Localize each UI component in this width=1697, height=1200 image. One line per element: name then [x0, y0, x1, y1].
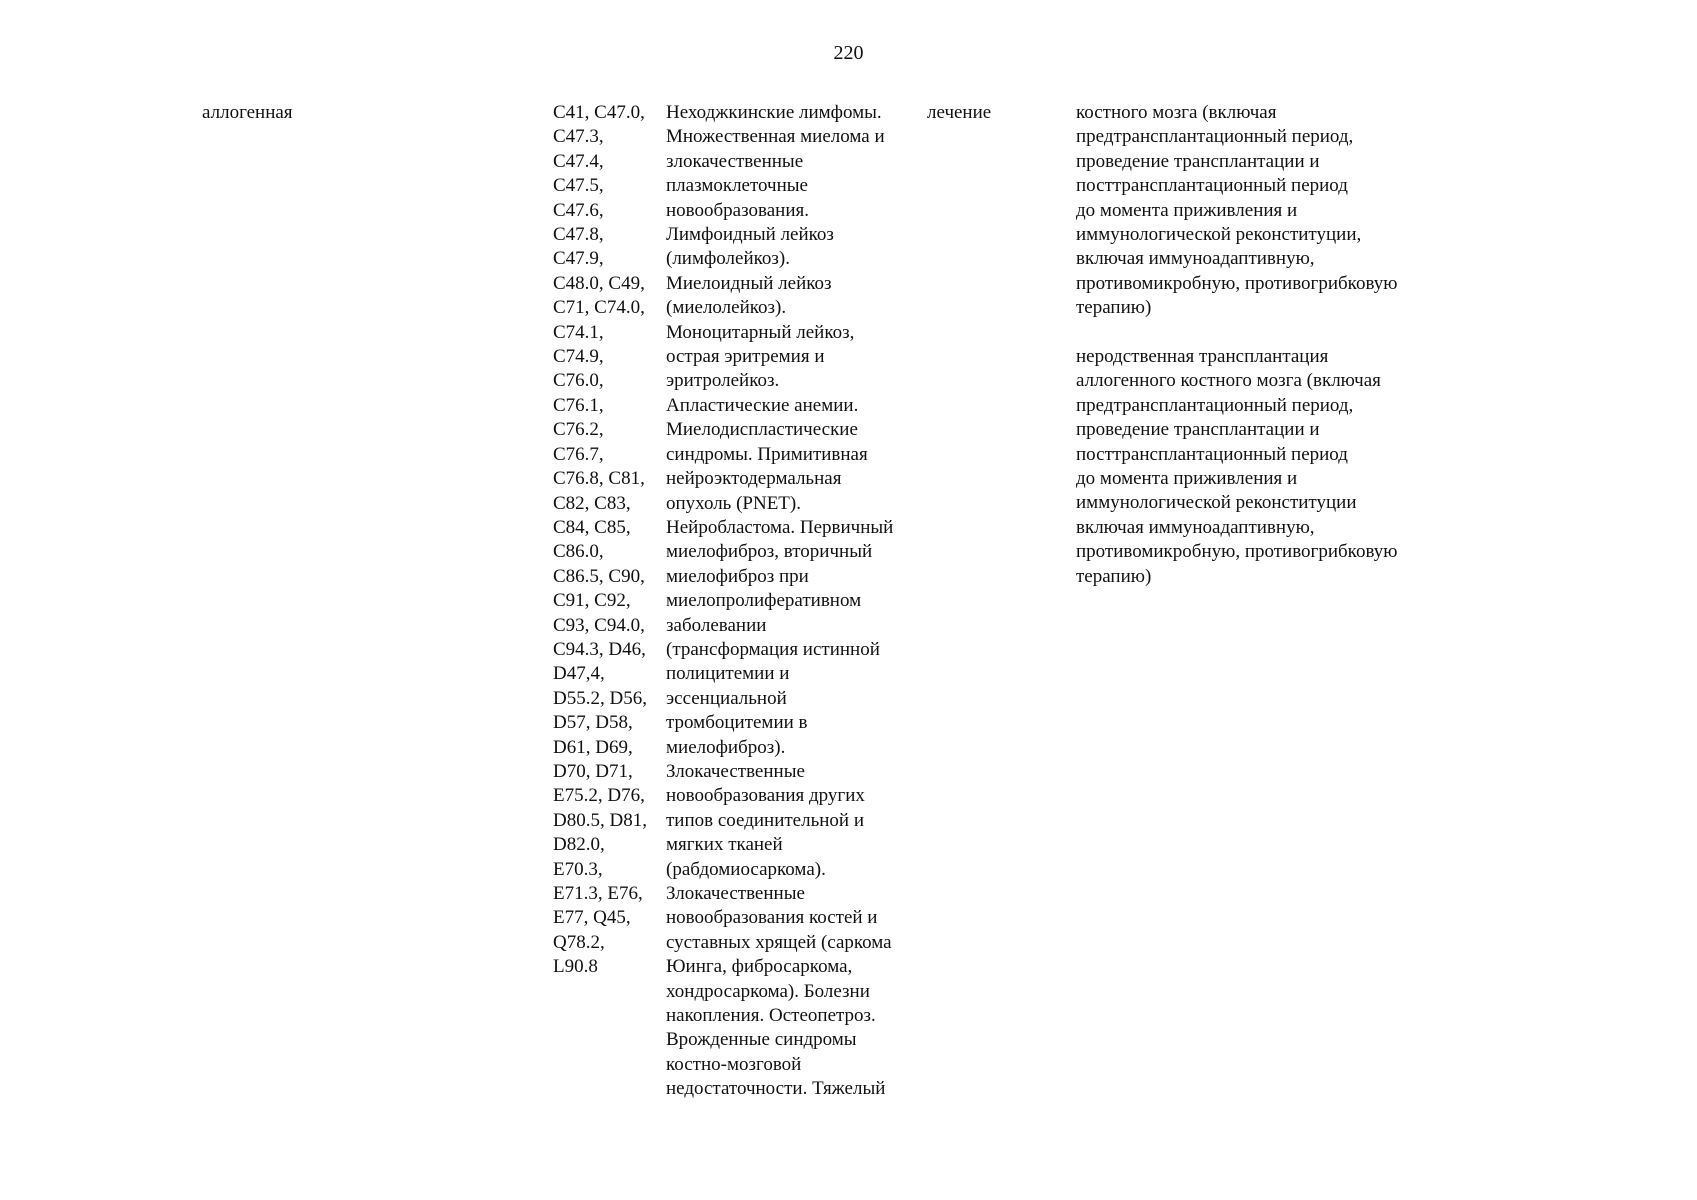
diagnosis-line: опухоль (PNET).: [666, 492, 801, 514]
treatment-method-line: иммунологической реконституции: [1076, 492, 1357, 514]
diagnosis-line: типов соединительной и: [666, 809, 865, 831]
diagnosis-line: Злокачественные: [666, 883, 805, 904]
icd-code-line: C84, C85,: [553, 516, 631, 538]
block-spacer: [1076, 321, 1397, 345]
treatment-method-line: проведение трансплантации и: [1076, 419, 1320, 441]
icd-code-line: C48.0, C49,: [553, 272, 645, 294]
diagnosis-line: (миелолейкоз).: [666, 297, 787, 319]
icd-code-line: E77, Q45,: [553, 907, 631, 929]
icd-code-line: C74.9,: [553, 346, 604, 368]
treatment-method-line: костного мозга (включая: [1076, 102, 1277, 123]
diagnosis-line: Апластические анемии.: [666, 394, 859, 416]
diagnosis-line: Врожденные синдромы: [666, 1029, 857, 1051]
icd-code-line: C47.5,: [553, 175, 604, 197]
treatment-method-line: включая иммуноадаптивную,: [1076, 248, 1315, 270]
treatment-method-line: предтрансплантационный период,: [1076, 394, 1354, 416]
treatment-method-column: [1076, 101, 1397, 589]
diagnosis-line: Юинга, фибросаркома,: [666, 956, 853, 978]
page-number: 220: [833, 42, 864, 64]
diagnosis-line: плазмоклеточные: [666, 175, 808, 197]
diagnosis-line: острая эритремия и: [666, 346, 825, 368]
icd-code-line: D61, D69,: [553, 736, 633, 758]
method-name: аллогенная: [202, 102, 293, 123]
diagnosis-line: Злокачественные: [666, 760, 805, 782]
diagnosis-line: Моноцитарный лейкоз,: [666, 321, 855, 343]
icd-code-line: C47.8,: [553, 224, 604, 246]
icd-codes-column: [553, 101, 647, 980]
icd-code-line: C82, C83,: [553, 492, 631, 514]
icd-code-line: C76.7,: [553, 443, 604, 465]
treatment-method-line: иммунологической реконституции,: [1076, 224, 1362, 246]
diagnosis-line: Множественная миелома и: [666, 126, 885, 148]
diagnosis-line: мягких тканей: [666, 834, 783, 856]
treatment-method-line: противомикробную, противогрибковую: [1076, 541, 1398, 563]
diagnosis-line: заболевании: [666, 614, 767, 636]
icd-code-line: C93, C94.0,: [553, 614, 645, 636]
treatment-method-line: до момента приживления и: [1076, 468, 1298, 490]
treatment-method-line: противомикробную, противогрибковую: [1076, 272, 1398, 294]
diagnosis-line: (лимфолейкоз).: [666, 248, 790, 270]
icd-code-line: C47.9,: [553, 248, 604, 270]
treatment-method-line: включая иммуноадаптивную,: [1076, 516, 1315, 538]
diagnosis-line: новообразования других: [666, 785, 865, 807]
icd-code-line: C47.6,: [553, 199, 604, 221]
treatment-method-line: терапию): [1076, 565, 1152, 587]
diagnosis-line: синдромы. Примитивная: [666, 443, 868, 465]
diagnosis-line: накопления. Остеопетроз.: [666, 1005, 876, 1027]
icd-code-line: C47.3,: [553, 126, 604, 148]
icd-code-line: D82.0,: [553, 834, 605, 856]
diagnosis-column: [666, 101, 893, 1102]
icd-code-line: C41, C47.0,: [553, 102, 645, 123]
diagnosis-line: Лимфоидный лейкоз: [666, 224, 834, 246]
diagnosis-line: эритролейкоз.: [666, 370, 780, 392]
icd-code-line: C94.3, D46,: [553, 638, 646, 660]
icd-code-line: D55.2, D56,: [553, 687, 647, 709]
diagnosis-line: хондросаркома). Болезни: [666, 980, 870, 1002]
diagnosis-line: костно-мозговой: [666, 1053, 802, 1075]
method-name-column: [202, 101, 293, 125]
treatment-method-line: предтрансплантационный период,: [1076, 126, 1354, 148]
icd-code-line: C91, C92,: [553, 590, 631, 612]
diagnosis-line: суставных хрящей (саркома: [666, 931, 892, 953]
diagnosis-line: тромбоцитемии в: [666, 712, 808, 734]
icd-code-line: C76.0,: [553, 370, 604, 392]
icd-code-line: C86.0,: [553, 541, 604, 563]
icd-code-line: D47,4,: [553, 663, 605, 685]
icd-code-line: E71.3, E76,: [553, 883, 643, 904]
diagnosis-line: (рабдомиосаркома).: [666, 858, 826, 880]
icd-code-line: L90.8: [553, 956, 598, 978]
icd-code-line: C71, C74.0,: [553, 297, 645, 319]
diagnosis-line: Миелоидный лейкоз: [666, 272, 832, 294]
icd-code-line: C76.1,: [553, 394, 604, 416]
treatment-method-line: посттрансплантационный период: [1076, 175, 1348, 197]
treatment-method-line: неродственная трансплантация: [1076, 346, 1329, 368]
icd-code-line: Q78.2,: [553, 931, 605, 953]
diagnosis-line: Нейробластома. Первичный: [666, 516, 894, 538]
treatment-method-line: терапию): [1076, 297, 1152, 319]
diagnosis-line: Неходжкинские лимфомы.: [666, 102, 882, 123]
treatment-method-line: проведение трансплантации и: [1076, 150, 1320, 172]
treatment-method-block-2: [1076, 345, 1397, 589]
treatment-method-block-1: [1076, 101, 1397, 321]
diagnosis-line: миелопролиферативном: [666, 590, 862, 612]
diagnosis-line: злокачественные: [666, 150, 804, 172]
treatment-type: лечение: [927, 102, 992, 123]
diagnosis-line: новообразования.: [666, 199, 809, 221]
icd-code-line: E75.2, D76,: [553, 785, 645, 807]
icd-code-line: C76.2,: [553, 419, 604, 441]
icd-code-line: E70.3,: [553, 858, 603, 880]
icd-code-line: C74.1,: [553, 321, 604, 343]
diagnosis-line: недостаточности. Тяжелый: [666, 1078, 886, 1100]
diagnosis-line: миелофиброз).: [666, 736, 786, 758]
diagnosis-line: Миелодиспластические: [666, 419, 858, 441]
icd-code-line: C47.4,: [553, 150, 604, 172]
icd-code-line: C76.8, C81,: [553, 468, 645, 490]
treatment-method-line: посттрансплантационный период: [1076, 443, 1348, 465]
icd-code-line: C86.5, C90,: [553, 565, 645, 587]
diagnosis-line: нейроэктодермальная: [666, 468, 842, 490]
icd-code-line: D80.5, D81,: [553, 809, 647, 831]
icd-code-line: D57, D58,: [553, 712, 633, 734]
diagnosis-line: миелофиброз при: [666, 565, 809, 587]
diagnosis-line: (трансформация истинной: [666, 638, 880, 660]
treatment-type-column: [927, 101, 991, 125]
diagnosis-line: миелофиброз, вторичный: [666, 541, 873, 563]
treatment-method-line: аллогенного костного мозга (включая: [1076, 370, 1381, 392]
icd-code-line: D70, D71,: [553, 760, 633, 782]
diagnosis-line: эссенциальной: [666, 687, 787, 709]
diagnosis-line: полицитемии и: [666, 663, 790, 685]
diagnosis-line: новообразования костей и: [666, 907, 878, 929]
treatment-method-line: до момента приживления и: [1076, 199, 1298, 221]
